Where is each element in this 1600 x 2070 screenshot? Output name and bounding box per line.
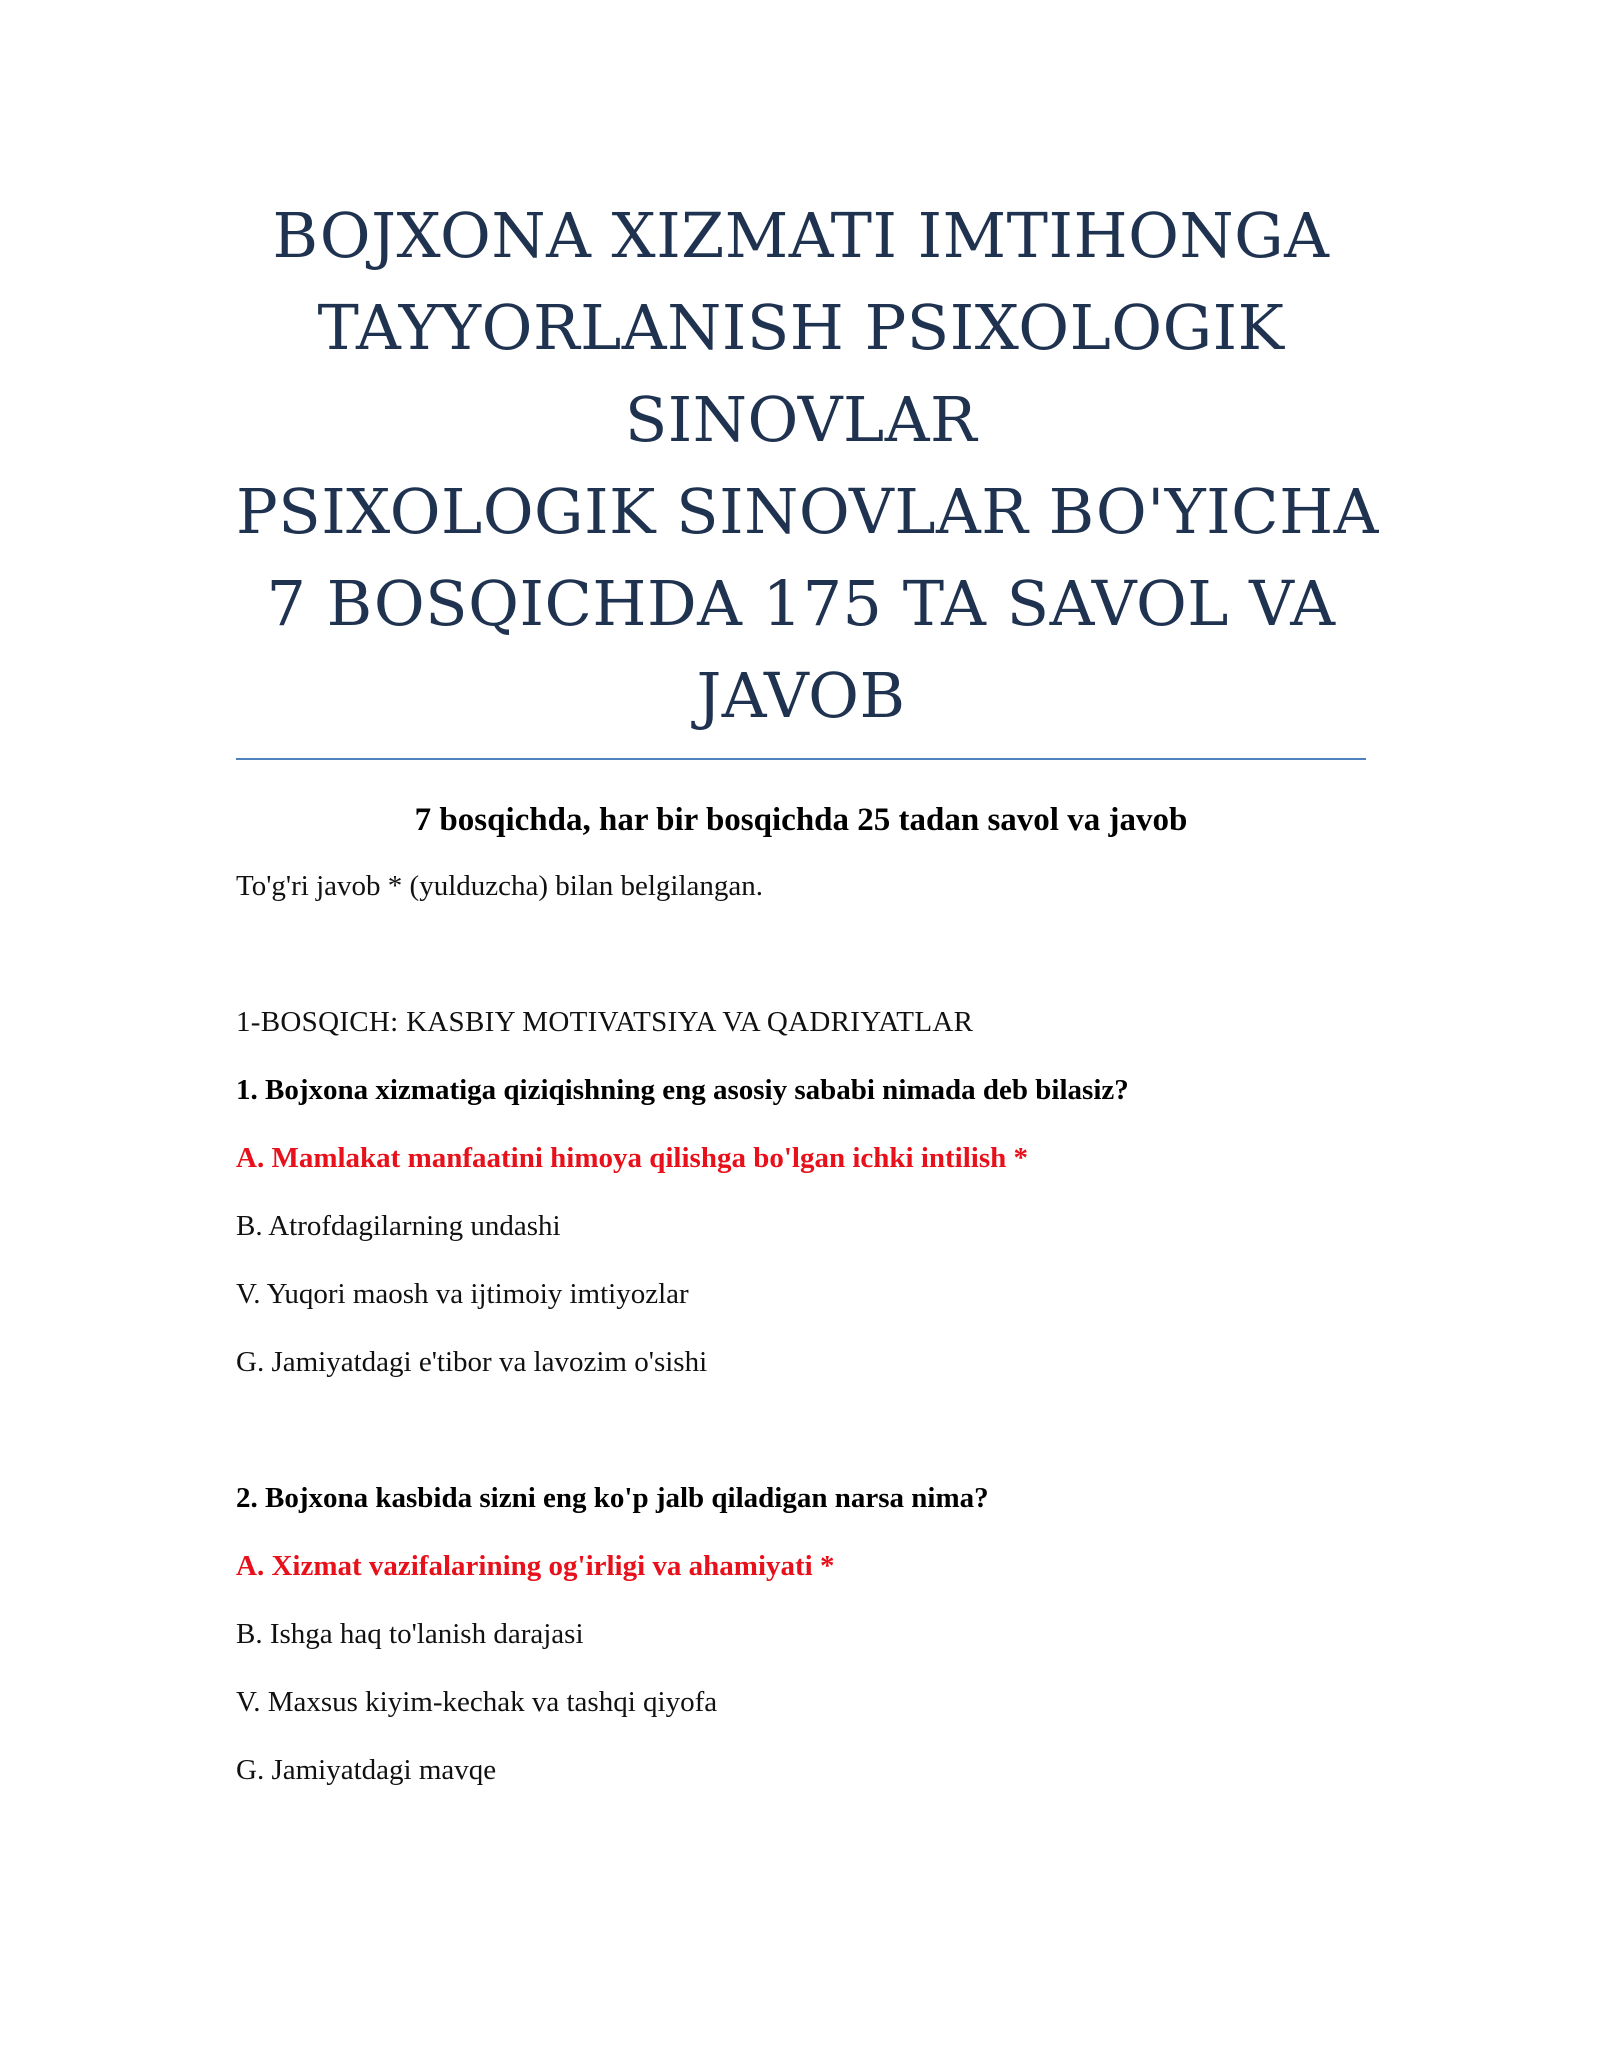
title-line-4: PSIXOLOGIK SINOVLAR BO'YICHA	[236, 475, 1379, 548]
document-title	[236, 190, 1379, 742]
answer-option: B. Ishga haq to'lanish darajasi	[236, 1618, 584, 1650]
answer-option: V. Maxsus kiyim-kechak va tashqi qiyofa	[236, 1686, 718, 1718]
title-line-5: 7 BOSQICHDA 175 TA SAVOL VA	[266, 567, 1336, 640]
title-line-1: BOJXONA XIZMATI IMTIHONGA	[272, 199, 1330, 272]
question-block-2	[236, 1480, 1366, 1788]
document-page	[236, 190, 1379, 1788]
answer-option: V. Yuqori maosh va ijtimoiy imtiyozlar	[236, 1278, 689, 1310]
title-line-2: TAYYORLANISH PSIXOLOGIK	[317, 291, 1285, 364]
document-subtitle: 7 bosqichda, har bir bosqichda 25 tadan savol va javob	[414, 802, 1188, 838]
answer-option: G. Jamiyatdagi e'tibor va lavozim o'sishi	[236, 1346, 708, 1378]
question-block-1	[236, 1072, 1366, 1380]
answer-option: G. Jamiyatdagi mavqe	[236, 1754, 497, 1786]
answer-option-correct: A. Mamlakat manfaatini himoya qilishga bo'lgan ichki intilish *	[236, 1142, 1029, 1174]
stage-heading: 1-BOSQICH: KASBIY MOTIVATSIYA VA QADRIYATLAR	[236, 1006, 974, 1038]
question-text: 1. Bojxona xizmatiga qiziqishning eng asosiy sababi nimada deb bilasiz?	[236, 1074, 1129, 1106]
answer-key-note: To'g'ri javob * (yulduzcha) bilan belgilangan.	[236, 870, 764, 902]
answer-option: B. Atrofdagilarning undashi	[236, 1210, 561, 1242]
title-line-3: SINOVLAR	[624, 383, 978, 456]
title-line-6: JAVOB	[696, 659, 906, 732]
answer-option-correct: A. Xizmat vazifalarining og'irligi va ahamiyati *	[236, 1550, 835, 1582]
title-divider	[236, 758, 1366, 760]
question-text: 2. Bojxona kasbida sizni eng ko'p jalb qiladigan narsa nima?	[236, 1482, 989, 1514]
